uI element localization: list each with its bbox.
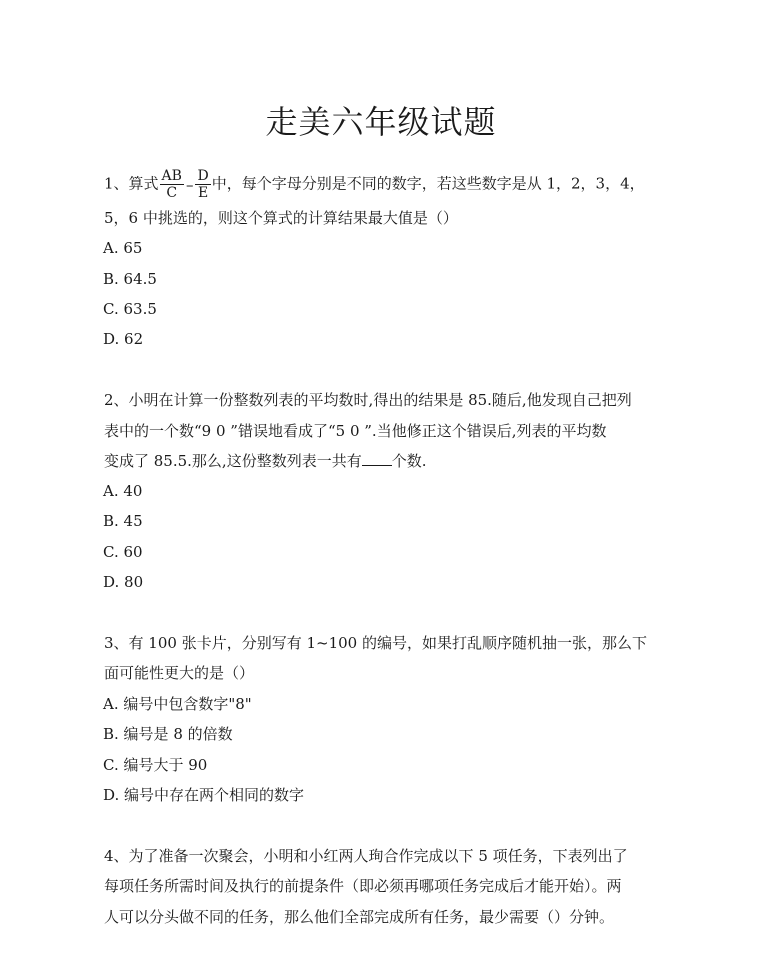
question-4-line-1: 4、为了准备一次聚会，小明和小红两人珣合作完成以下 5 项任务，下表列出了: [104, 847, 628, 865]
question-1-option-d: D. 62: [103, 330, 144, 348]
question-2-option-b: B. 45: [103, 512, 143, 530]
fraction-d-over-e: [195, 168, 210, 201]
question-1-line-1: [104, 168, 645, 201]
answer-blank: [362, 451, 392, 466]
question-3-option-a: A. 编号中包含数字"8": [103, 695, 252, 713]
question-1-prefix: 1、算式: [104, 174, 159, 193]
question-2-line-3-after: 个数.: [391, 452, 427, 470]
question-2-line-2: 表中的一个数“9 0 ”错误地看成了“5 0 ”.当他修正这个错误后,列表的平均数: [104, 422, 607, 440]
question-2-line-1: 2、小明在计算一份整数列表的平均数时,得出的结果是 85.随后,他发现自己把列: [104, 391, 632, 409]
question-3-option-b: B. 编号是 8 的倍数: [103, 725, 233, 743]
question-1-option-b: B. 64.5: [103, 270, 157, 288]
question-2-line-3-before: 变成了 85.5.那么,这份整数列表一共有: [104, 452, 362, 470]
question-1-option-c: C. 63.5: [103, 300, 157, 318]
question-1-option-a: A. 65: [103, 239, 143, 257]
fraction-numerator: D: [197, 168, 209, 184]
fraction-denominator: E: [197, 185, 209, 201]
question-2-option-c: C. 60: [103, 543, 143, 561]
question-2-option-a: A. 40: [103, 482, 143, 500]
page-title: 走美六年级试题: [265, 103, 497, 141]
question-4-line-2: 每项任务所需时间及执行的前提条件（即必须再哪项任务完成后才能开始）。两: [104, 877, 622, 895]
fraction-ab-over-c: [160, 168, 184, 201]
question-3-option-d: D. 编号中存在两个相同的数字: [103, 786, 305, 804]
fraction-denominator: C: [166, 185, 178, 201]
question-3-line-1: 3、有 100 张卡片，分别写有 1~100 的编号，如果打乱顺序随机抽一张，那么下: [104, 634, 647, 652]
question-3-line-2: 面可能性更大的是（）: [104, 664, 255, 682]
fraction-numerator: AB: [161, 168, 182, 184]
question-4-line-3: 人可以分头做不同的任务，那么他们全部完成所有任务，最少需要（）分钟。: [104, 908, 615, 926]
question-1-line-2: 5，6 中挑选的，则这个算式的计算结果最大值是（）: [104, 209, 458, 227]
question-2-option-d: D. 80: [103, 573, 144, 591]
minus-sign: –: [185, 175, 194, 194]
question-1-text: 中，每个字母分别是不同的数字，若这些数字是从 1，2，3，4，: [211, 174, 645, 193]
question-3-option-c: C. 编号大于 90: [103, 756, 208, 774]
question-2-line-3: [104, 450, 427, 472]
